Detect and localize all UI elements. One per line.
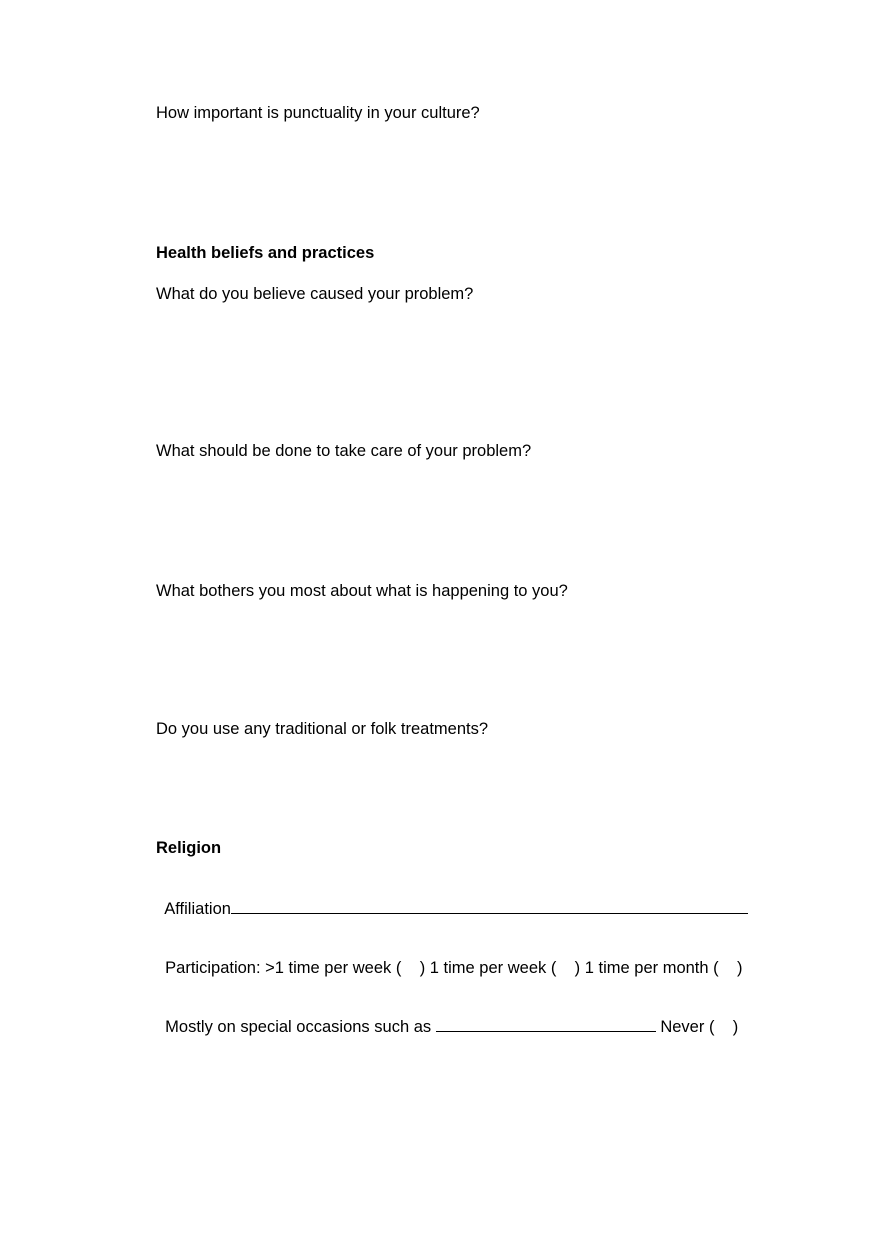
question-care: What should be done to take care of your problem? — [156, 442, 532, 460]
question-traditional: Do you use any traditional or folk treatments? — [156, 720, 489, 738]
checkbox-weekly[interactable]: ( ) — [550, 959, 581, 977]
special-occasions-row — [156, 997, 738, 1037]
question-punctuality: How important is punctuality in your culture? — [156, 104, 480, 122]
option-never-label: Never — [660, 1018, 705, 1036]
special-occasions-field[interactable] — [436, 1017, 656, 1032]
affiliation-row — [156, 879, 748, 919]
special-occasions-label: Mostly on special occasions such as — [165, 1018, 432, 1036]
affiliation-field[interactable] — [231, 899, 748, 914]
checkbox-more-than-weekly[interactable]: ( ) — [395, 959, 426, 977]
checkbox-monthly[interactable]: ( ) — [713, 959, 743, 977]
option-monthly-label: 1 time per month — [584, 959, 709, 977]
checkbox-never[interactable]: ( ) — [708, 1018, 739, 1036]
section-heading-religion: Religion — [156, 839, 222, 857]
section-heading-health: Health beliefs and practices — [156, 244, 375, 262]
question-bothers: What bothers you most about what is happening to you? — [156, 582, 568, 600]
option-weekly-label: 1 time per week — [429, 959, 547, 977]
option-more-than-weekly-label: >1 time per week — [265, 959, 392, 977]
participation-row — [156, 938, 743, 978]
participation-label: Participation: — [165, 959, 261, 977]
affiliation-label: Affiliation — [164, 900, 231, 918]
question-cause: What do you believe caused your problem? — [156, 285, 474, 303]
